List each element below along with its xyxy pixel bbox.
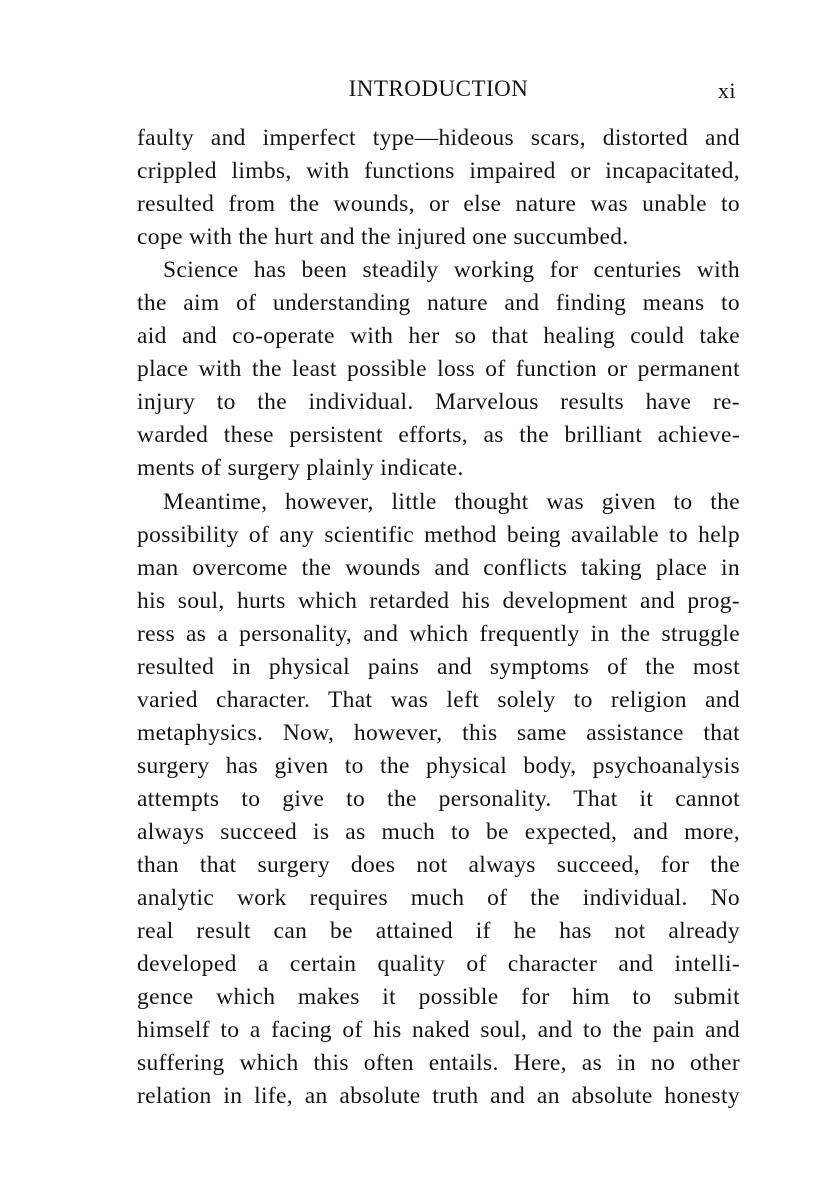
text-line: Meantime, however, little thought was given to the bbox=[163, 488, 740, 515]
text-line: than that surgery does not always succeed, for the bbox=[137, 852, 740, 879]
text-line: warded these persistent efforts, as the brilliant achieve- bbox=[137, 422, 740, 449]
text-line: suffering which this often entails. Here, as in no other bbox=[137, 1050, 740, 1077]
text-line: cope with the hurt and the injured one succumbed. bbox=[137, 224, 629, 251]
text-line: man overcome the wounds and conflicts taking place in bbox=[137, 554, 740, 581]
text-line: relation in life, an absolute truth and an absolute honesty bbox=[137, 1083, 740, 1110]
text-line: himself to a facing of his naked soul, and to the pain and bbox=[137, 1017, 740, 1044]
text-line: ments of surgery plainly indicate. bbox=[137, 455, 464, 482]
text-line: Science has been steadily working for centuries with bbox=[163, 257, 740, 284]
text-line: real result can be attained if he has not already bbox=[137, 918, 740, 945]
text-line: always succeed is as much to be expected, and more, bbox=[137, 818, 740, 845]
text-line: faulty and imperfect type—hideous scars, distorted and bbox=[137, 125, 740, 151]
text-line: injury to the individual. Marvelous results have re- bbox=[137, 389, 740, 416]
text-line: resulted in physical pains and symptoms of the most bbox=[137, 653, 740, 680]
running-head bbox=[137, 76, 740, 110]
text-line: possibility of any scientific method being available to help bbox=[137, 521, 740, 548]
text-line: varied character. That was left solely to religion and bbox=[137, 686, 740, 713]
text-line: metaphysics. Now, however, this same assistance that bbox=[137, 719, 740, 746]
text-line: his soul, hurts which retarded his development and prog- bbox=[137, 587, 740, 614]
page-number: xi bbox=[717, 78, 736, 103]
text-line: attempts to give to the personality. That it cannot bbox=[137, 785, 740, 812]
text-line: ress as a personality, and which frequently in the struggle bbox=[137, 620, 740, 647]
text-line: the aim of understanding nature and finding means to bbox=[137, 290, 740, 317]
text-line: surgery has given to the physical body, psychoanalysis bbox=[137, 752, 740, 779]
body-text bbox=[137, 122, 740, 1113]
text-line: gence which makes it possible for him to submit bbox=[137, 984, 740, 1011]
text-line: resulted from the wounds, or else nature was unable to bbox=[137, 191, 740, 218]
text-line: aid and co-operate with her so that healing could take bbox=[137, 323, 740, 350]
text-line: developed a certain quality of character and intelli- bbox=[137, 951, 740, 978]
text-line: place with the least possible loss of function or permanent bbox=[137, 356, 740, 383]
text-line: crippled limbs, with functions impaired or incapacitated, bbox=[137, 158, 740, 185]
running-title: INTRODUCTION bbox=[348, 76, 529, 101]
text-line: analytic work requires much of the individual. No bbox=[137, 885, 740, 912]
